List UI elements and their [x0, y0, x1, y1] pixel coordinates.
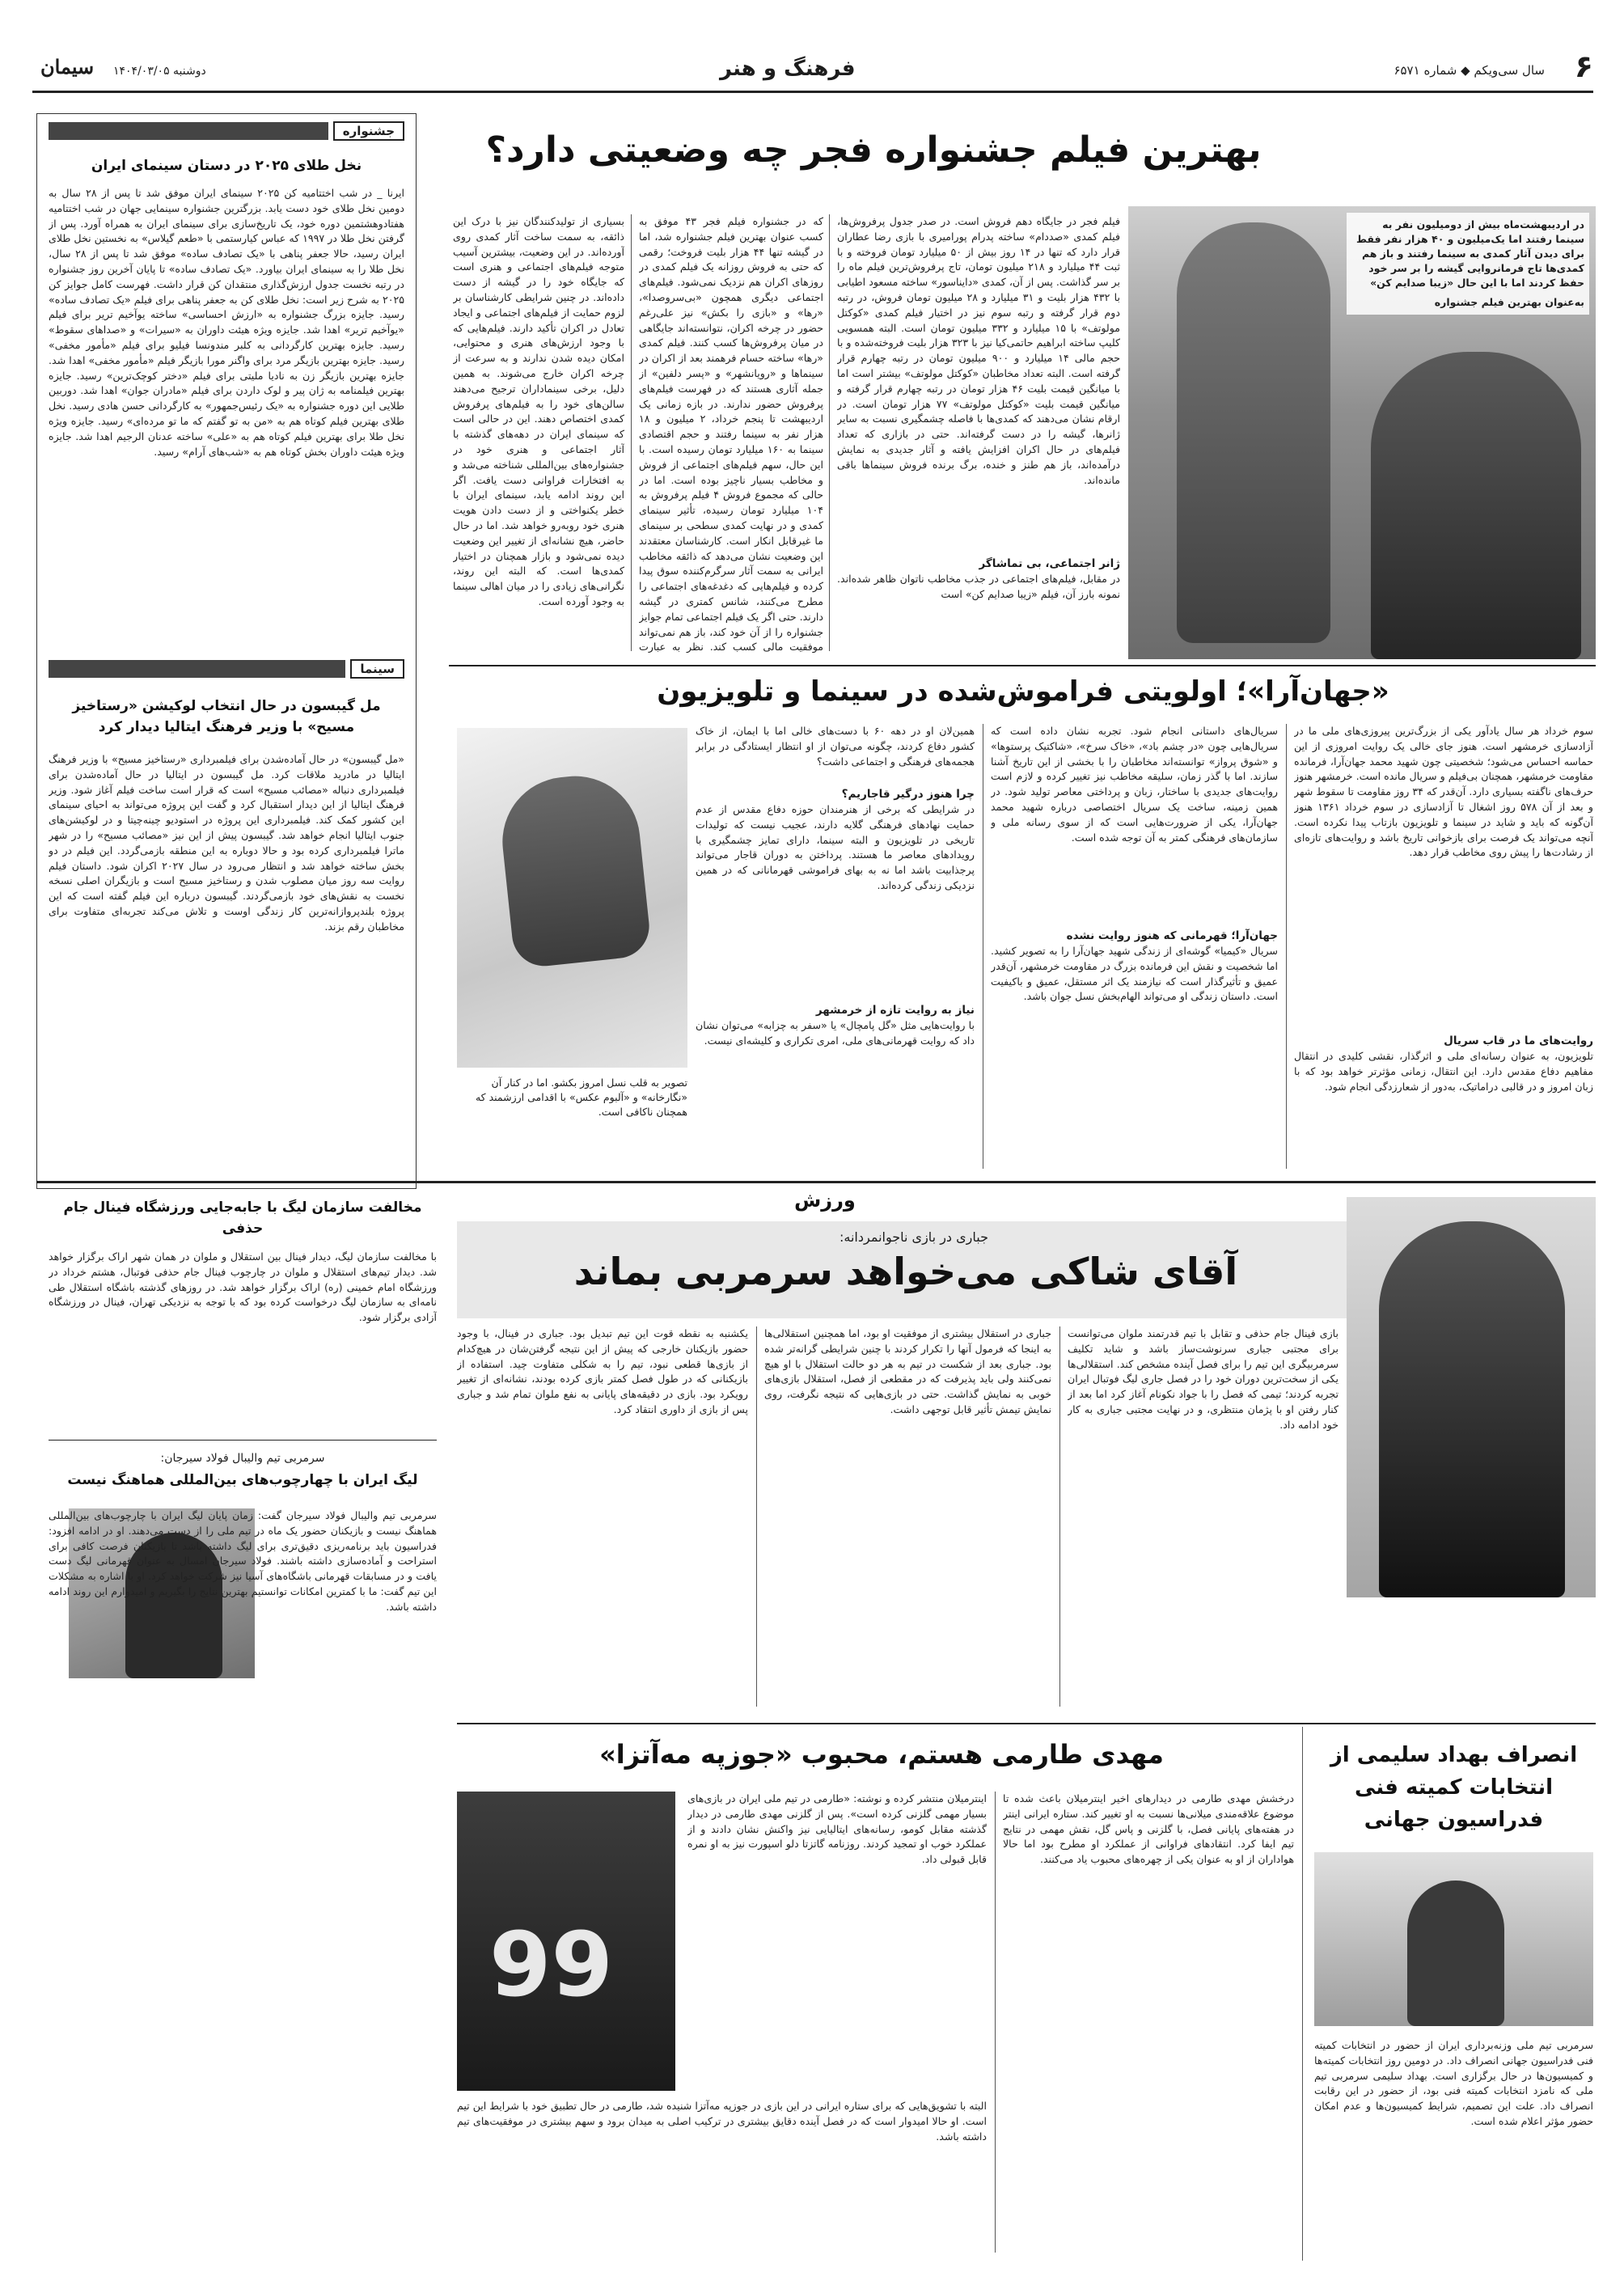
actress-silhouette — [1177, 222, 1330, 643]
stadium-note-text: با مخالفت سازمان لیگ، دیدار فینال بین استقلال و ملوان در همان شهر اراک برگزار خواهد شد. دیدار تیم‌های استقلال و ملوان در چارچوب فینال جام حذفی فوتبال، هشتم خرداد در ورزشگاه امام خمینی (ره) اراک برگزار خواهد شد. در روزهای گذشته باشگاه استقلال طی نامه‌ای به سازمان لیگ درخواست کرده بود که با توجه به نزدیکی تهران، فینال در ورزشگاه آزادی برگزار شود. — [49, 1250, 437, 1324]
feature-col-3 — [696, 724, 975, 1173]
cinema-label: سینما — [350, 659, 404, 679]
volley-title: لیگ ایران با چهارچوب‌های بین‌المللی هماهنگ نیست — [67, 1472, 418, 1488]
coach-silhouette — [1379, 1221, 1565, 1597]
feature-col1b-text: تلویزیون، به عنوان رسانه‌ای ملی و اثرگذار، نقشی کلیدی در انتقال مفاهیم دفاع مقدس دارد. این انتقال، زمانی مؤثرتر خواهد بود که با زبان امروز و در قالبی دراماتیک، به‌دور از شعارزدگی انجام شود. — [1294, 1050, 1593, 1093]
feature-subhead-2: جهان‌آرا؛ قهرمانی که هنوز روایت نشده — [1066, 929, 1278, 942]
sidebar-label-festival — [49, 121, 404, 141]
sidebar-a1-text: ایرنا _ در شب اختتامیه کن ۲۰۲۵ سینمای ایران موفق شد تا پس از ۲۸ سال به دومین نخل طلای خود دست یابد. بزرگترین جشنواره سینمایی جهان در شب اختتامیه هفتادوهشتمین دوره خود، یک تاریخ‌سازی برای سینمای ایران به همراه آورد. پس از گرفتن نخل طلا در ۱۹۹۷ که عباس کیارستمی با «طعم گیلاس» به نخستین نخل طلای ایران رسید، حالا جعفر پناهی با «یک تصادف ساده» موفق شد تا پس از ۲۸ سال، نخل طلا را به سینمای ایران بیاورد. «یک تصادف ساده» تا پایان آخرین روز جشنواره در رتبه نخست جدول ارزش‌گذاری منتقدان کن قرار داشت. فهرست کامل جوایز کن ۲۰۲۵ به شرح زیر است: نخل طلای کن به جعفر پناهی برای فیلم «یک تصادف ساده» رسید. جایزه بزرگ جشنواره به «ارزش احساسی» ساخته یوآخیم تریر برای فیلم «یوآخیم تریر» اهدا شد. جایزه ویژه هیئت داوران به «سیرات» و «صداهای سقوط» رسید. جایزه بهترین کارگردانی به کلبر مندونسا فیلیو برای فیلم «مأمور مخفی» رسید. جایزه بهترین بازیگر مرد برای واگنر مورا بازیگر فیلم «مأمور مخفی» اهدا شد. جایزه بهترین بازیگر زن به نادیا ملیتی برای فیلم «دختر کوچک‌ترین» رسید. جایزه بهترین فیلمنامه به ژان پیر و لوک داردن برای فیلم «مادران جوان» اهدا شد. دوربین طلایی این دوره جشنواره به «یک رئیس‌جمهور» به کارگردانی حسن هادی رسید. نخل طلای بهترین فیلم کوتاه هم به «من به تو گفتم که ما تو مرده‌ای» رسید. جایزه ویژه نخل طلا برای بهترین فیلم کوتاه هم به «علی» ساخته عدنان الرجیم اهدا شد. جایزه ویژه هیئت داوران بخش کوتاه هم به «شب‌های آرام» رسید. — [49, 187, 404, 458]
lead-col-1 — [837, 214, 1120, 655]
label-bar — [49, 660, 345, 678]
lead-col1-text: فیلم فجر در جایگاه دهم فروش است. در صدر جدول پرفروش‌ها، فیلم کمدی «صددام» ساخته پدرام پورامیری با بازی رضا عطاران قرار دارد که تنها در ۱۴ روز بیش از ۵۰ میلیارد تومان فروخته و با ثبت ۴۴ میلیارد و ۲۱۸ میلیون تومان، تاج پرفروش‌ترین فیلم ماه را بر سر گذاشت. پس از آن، کمدی «دایناسور» ساخته مسعود اطیابی با ۴۳۲ هزار بلیت و ۳۱ میلیارد و ۲۸ میلیون تومان فروش، در رتبه دوم قرار گرفته و رتبه سوم نیز در اختیار فیلم کمدی «کوکتل مولوتف» با ۱۵ میلیارد و ۳۳۲ میلیون تومان است. البته همسویی کلیپ ساخته ابراهیم حاتمی‌کیا نیز با ۳۲۳ هزار بلیت فروخته‌شده و با حجم مالی ۱۴ میلیارد و ۹۰۰ میلیون تومان در رتبه چهارم قرار گرفته است. البته تعداد مخاطبان «کوکتل مولوتف» بیشتر است اما با میانگین قیمت بلیت ۴۶ هزار تومان در رتبه چهارم قرار گرفته و میانگین قیمت بلیت «کوکتل مولوتف» ۷۷ هزار تومان است. در ارقام نشان می‌دهند که کمدی‌ها با فاصله چشمگیری نسبت به سایر ژانرها، گیشه را در دست گرفته‌اند. حتی در بازاری که تعداد فیلم‌های در حال اکران افزایش یافته و آثار جدیدی به نمایش درآمده‌اند، باز هم طنز و خنده، برگ برنده فروش سینماها باقی مانده‌اند. — [837, 215, 1120, 486]
lead-col1b-text: در مقابل، فیلم‌های اجتماعی در جذب مخاطب ناتوان ظاهر شده‌اند. نمونه بارز آن، فیلم «زیبا صدایم کن» است — [837, 573, 1120, 600]
feature-photo-caption: تصویر به قلب نسل امروز بکشو. اما در کنار آن «نگارخانه» و «آلبوم عکس» با اقدامی ارزشمند که همچنان ناکافی است. — [475, 1077, 687, 1118]
column-rule — [995, 1792, 996, 2253]
column-rule — [631, 214, 632, 651]
stadium-note-title: مخالفت سازمان لیگ با جابه‌جایی ورزشگاه فینال جام حذفی — [63, 1199, 422, 1237]
sports-kicker: جباری در بازی ناجوانمردانه: — [839, 1229, 988, 1245]
sidebar-label-cinema — [49, 659, 404, 679]
section-title: فرهنگ و هنر — [720, 57, 856, 81]
column-rule — [756, 1326, 757, 1707]
sidebar-a2-title: مل گیبسون در حال انتخاب لوکیشن «رستاخیز مسیح» با وزیر فرهنگ ایتالیا دیدار کرد — [72, 698, 381, 735]
jersey-number: 99 — [489, 1913, 614, 2016]
column-rule — [1286, 724, 1287, 1169]
taremi-col3-text: البته با تشویق‌هایی که برای ستاره ایرانی در این بازی در جوزپه مه‌آتزا شنیده شد، طارمی در حال تطبیق خود با شرایط این تیم است. او حالا امیدوار است که در فصل آینده دقایق بیشتری در ترکیب اصلی به میدان برود و سهم بیشتری در موفقیت‌های تیم داشته باشد. — [457, 2100, 987, 2143]
feature-col3c-text: با روایت‌هایی مثل «گل پامچال» یا «سفر به چزابه» می‌توان نشان داد که روایت قهرمانی‌های ملی، امری تکراری و کلیشه‌ای نیست. — [696, 1019, 975, 1047]
label-bar — [49, 122, 328, 140]
sports-section-title: ورزش — [794, 1189, 856, 1212]
sidebar-a1-title: نخل طلای ۲۰۲۵ در دستان سینمای ایران — [91, 158, 362, 174]
column-rule — [1302, 1727, 1303, 2261]
portrait-silhouette — [496, 770, 652, 970]
sports-title: آقای شاکی می‌خواهد سرمربی بماند — [573, 1250, 1238, 1293]
festival-label: جشنواره — [333, 121, 404, 141]
salimi-photo — [1314, 1852, 1593, 2026]
taremi-col1-text: درخشش مهدی طارمی در دیدارهای اخیر اینترمیلان باعث شده تا موضوع علاقه‌مندی میلانی‌ها نسبت به او تغییر کند. ستاره ایرانی اینتر در هفته‌های پایانی فصل، با گلزنی و پاس گل، نقش مهمی در نتایج تیم ایفا کرد. انتقادهای فراوانی از عملکرد او مطرح بود اما حالا هواداران از او به عنوان یکی از چهره‌های محبوب یاد می‌کنند. — [1003, 1792, 1294, 1866]
newspaper-logo: سیمان — [40, 55, 95, 78]
feature-subhead-4: نیاز به روایت تازه از خرمشهر — [815, 1004, 975, 1017]
lead-photo-caption-top: در اردیبهشت‌ماه بیش از دومیلیون نفر به سینما رفتند اما یک‌میلیون و ۴۰ هزار نفر فقط برای دیدن آثار کمدی به سینما رفتند و باز هم کمدی‌ها تاج فرمانروایی گیشه را بر سر خود حفظ کردند اما با این حال «زیبا صدایم کن» — [1356, 218, 1584, 289]
issue-date: دوشنبه ۱۴۰۴/۰۳/۰۵ — [113, 65, 206, 78]
issue-info: سال سی‌ویکم ◆ شماره ۶۵۷۱ — [1394, 63, 1545, 78]
sports-col1-text: بازی فینال جام حذفی و تقابل با تیم قدرتمند ملوان می‌توانست برای مجتبی جباری سرنوشت‌ساز باشد و شاید تکلیف سرمربیگری این تیم را برای فصل آینده مشخص کند. استقلالی‌ها یکی از سخت‌ترین دوران خود را در فصل جاری لیگ فوتبال ایران تجربه کردند؛ تیمی که فصل را با جواد نکونام آغاز کرد اما بعد از کنار رفتن او با پژمان منتظری، و در نهایت مجتبی جباری به کار خود ادامه داد. — [1068, 1327, 1339, 1431]
page-header — [32, 49, 1593, 97]
feature-subhead-3: چرا هنوز درگیر قاجاریم؟ — [841, 788, 975, 801]
salimi-silhouette — [1407, 1881, 1504, 2026]
column-rule — [1059, 1326, 1060, 1707]
section-rule — [36, 1181, 1596, 1183]
actor-silhouette — [1371, 352, 1581, 659]
lead-photo-caption: به‌عنوان بهترین فیلم جشنواره — [1434, 296, 1584, 308]
feature-col3-text: همین‌لان او در دهه ۶۰ با دست‌های خالی اما با ایمان، از خاک کشور دفاع کردند، چگونه می‌توان از او انتظار ایستادگی در برابر هجمه‌های فرهنگی و اجتماعی داشت؟ — [696, 725, 975, 768]
feature-photo — [457, 728, 687, 1068]
lead-title: بهترین فیلم جشنواره فجر چه وضعیتی دارد؟ — [485, 129, 1262, 171]
taremi-title: مهدی طارمی هستم، محبوب «جوزپه مه‌آتزا» — [599, 1739, 1164, 1770]
lead-subhead: ژانر اجتماعی، بی تماشاگر — [979, 557, 1120, 570]
feature-col2-text: سریال‌های داستانی انجام شود. تجربه نشان داده است که سریال‌هایی چون «در چشم باد»، «خاک سرخ»، «شاکتیک پرستوها» و «شوق پرواز» توانسته‌اند مخاطبان را با بخشی از این تاریخ آشنا سازند. اما با گذر زمان، سلیقه مخاطب نیز تغییر کرده و لازم است روایت‌های جدیدی با ساختار، زبان و پرداختی معاصر تولید شود. در همین زمینه، ساخت یک سریال اختصاصی درباره شهید محمد جهان‌آرا، یکی از ضرورت‌هایی است که از سوی رسانه ملی و سازمان‌های فرهنگی کمتر به آن توجه شده است. — [991, 725, 1278, 844]
header-rule — [32, 91, 1593, 93]
taremi-photo — [457, 1792, 675, 2091]
section-rule — [49, 1440, 437, 1441]
lead-col2-text: که در جشنواره فیلم فجر ۴۳ موفق به کسب عنوان بهترین فیلم جشنواره شد، اما در گیشه تنها ۴۴ هزار بلیت فروخت؛ رقمی که حتی به فروش روزانه یک فیلم کمدی در روزهای اکران هم نزدیک نمی‌شود. فیلم‌های اجتماعی دیگری همچون «بی‌سروصدا»، «رها» و «بازی را بکش» نیز علی‌رغم حضور در چرخه اکران، نتوانسته‌اند جایگاهی در میان پرفروش‌ها کسب کنند. فیلم کمدی «رها» ساخته حسام فرهمند بعد از اکران در سینماها و «رویانشهر» و «پسر دلفین» از جمله آثاری هستند که در فهرست فیلم‌های پرفروش حضور ندارند. در بازه زمانی یک اردیبهشت تا پنجم خرداد، ۲ میلیون و ۱۸ هزار نفر به سینما رفتند و حجم اقتصادی سینما به ۱۶۰ میلیارد تومان رسیده است. با این حال، سهم فیلم‌های اجتماعی از فروش و مخاطب بسیار ناچیز بوده است. اما در حالی که مجموع فروش ۴ فیلم پرفروش به ۱۰۴ میلیارد تومان رسیده، تأثیر سینمای کمدی و در نهایت کمدی سطحی بر سینمای ما غیرقابل انکار است. کارشناسان معتقدند این وضعیت نشان می‌دهد که ذائقه مخاطب ایرانی به سمت آثار سرگرم‌کننده سوق پیدا کرده و فیلم‌هایی که دغدغه‌های اجتماعی را مطرح می‌کنند، شانس کمتری در گیشه دارند. حتی اگر یک فیلم اجتماعی تمام جوایز جشنواره را از آن خود کند، باز هم نمی‌تواند موفقیت مالی کسب کند. نظر به عبارت — [639, 215, 823, 654]
coach-photo — [1347, 1197, 1596, 1597]
page-number: ۶ — [1574, 49, 1593, 84]
feature-subhead-1: روایت‌های ما در قاب سریال — [1444, 1034, 1593, 1047]
lead-col3-text: بسیاری از تولیدکنندگان نیز با درک این ذائقه، به سمت ساخت آثار کمدی روی آورده‌اند. در این وضعیت، بیشترین آسیب متوجه فیلم‌های اجتماعی و هنری است که جایگاه خود را در گیشه از دست داده‌اند. در چنین شرایطی کارشناسان بر لزوم حمایت از فیلم‌های اجتماعی و ایجاد تعادل در اکران تأکید دارند. فیلم‌هایی که با وجود ارزش‌های هنری و محتوایی، امکان دیده شدن ندارند و به سرعت از چرخه اکران خارج می‌شوند. به همین دلیل، برخی سینماداران ترجیح می‌دهند سالن‌های خود را به فیلم‌های پرفروش کمدی اختصاص دهند. این در حالی است که سینمای ایران در دهه‌های گذشته با آثار اجتماعی و هنری خود در جشنواره‌های بین‌المللی شناخته می‌شد و به افتخارات فراوانی دست یافت. اگر این روند ادامه یابد، سینمای ایران با خطر یکنواختی و از دست دادن هویت هنری خود روبه‌رو خواهد شد. اما در حال حاضر، هیچ نشانه‌ای از تغییر این وضعیت دیده نمی‌شود و بازار همچنان در اختیار کمدی‌ها است. که البته این روند، نگرانی‌های زیادی را در میان اهالی سینما به وجود آورده است. — [453, 215, 624, 607]
volley-text: سرمربی تیم والیبال فولاد سیرجان گفت: زمان پایان لیگ ایران با چارچوب‌های بین‌المللی هماهنگ نیست و بازیکنان حضور یک ماه در تیم ملی را از دست می‌دهند. او در ادامه افزود: فدراسیون باید برنامه‌ریزی دقیق‌تری برای لیگ داشته باشد تا بازیکنان فرصت کافی برای استراحت و آماده‌سازی داشته باشند. فولاد سیرجان امسال به عنوان قهرمانی لیگ دست یافت و در مسابقات قهرمانی باشگاه‌های آسیا نیز شرکت خواهد کرد. او با اشاره به مشکلات این تیم گفت: ما با کمترین امکانات توانستیم بهترین نتایج را بگیریم و امیدوارم این روند ادامه داشته باشد. — [49, 1509, 437, 1613]
salimi-title: انصراف بهداد سلیمی از انتخابات کمیته فنی فدراسیون جهانی — [1330, 1743, 1578, 1832]
feature-col-1 — [1294, 724, 1593, 1173]
feature-title: «جهان‌آرا»؛ اولویتی فراموش‌شده در سینما و تلویزیون — [657, 675, 1389, 708]
sidebar-a2-text: «مل گیبسون» در حال آماده‌شدن برای فیلمبرداری «رستاخیز مسیح» با وزیر فرهنگ ایتالیا در مادرید ملاقات کرد. مل گیبسون در ایتالیا در حال آماده‌شدن برای فیلمبرداری دنباله «مصائب مسیح» است که قرار است ساخت فیلم آغاز شود. وزیر فرهنگ ایتالیا از این دیدار استقبال کرد و گفت این پروژه می‌تواند به احیای سینمای این کشور کمک کند. فیلمبرداری این پروژه در استودیو چینه‌چیتا و در لوکیشن‌های جنوب ایتالیا انجام خواهد شد. گیبسون پیش از این نیز «مصائب مسیح» را در شهر ماترا فیلمبرداری کرده بود و حالا دوباره به این منطقه بازمی‌گردد. این فیلم در دو بخش ساخته خواهد شد و انتظار می‌رود در سال ۲۰۲۷ اکران شود. داستان فیلم روایت سه روز میان مصلوب شدن و رستاخیز مسیح است و بازیگران اصلی نسخه نخست به نقش‌های خود بازمی‌گردند. گیبسون درباره این فیلم گفته است که این پروژه بلندپروازانه‌ترین کار زندگی اوست و تلاش می‌کند تجربه‌ای متفاوت برای مخاطبان رقم بزند. — [49, 753, 404, 933]
photo-caption-box — [1347, 213, 1589, 315]
feature-col3b-text: در شرایطی که برخی از هنرمندان حوزه دفاع مقدس از عدم حمایت نهادهای فرهنگی گلایه دارند، عجیب نیست که تولیدات تاریخی در تلویزیون و البته سینما، دارای تمایز چشمگیری با رویدادهای معاصر ما هستند. پرداختن به دوران قاجار می‌تواند پرجذابیت باشد اما نه به بهای فراموشی قهرمانانی که در همین نزدیکی زندگی کرده‌اند. — [696, 803, 975, 891]
lead-photo — [1128, 206, 1596, 659]
volley-kicker: سرمربی تیم والیبال فولاد سیرجان: — [160, 1452, 325, 1465]
salimi-text: سرمربی تیم ملی وزنه‌برداری ایران از حضور در انتخابات کمیته فنی فدراسیون جهانی انصراف داد. در دومین روز انتخابات کمیته‌ها و کمیسیون‌ها در حال برگزاری است. بهداد سلیمی سرمربی تیم ملی که نامزد انتخابات کمیته فنی بود، از حضور در این رقابت انصراف داد. علت این تصمیم، شرایط کمیسیون‌ها و عدم امکان حضور مؤثر اعلام شده است. — [1314, 2039, 1593, 2127]
feature-col-2 — [991, 724, 1278, 1173]
feature-col1-text: سوم خرداد هر سال یادآور یکی از بزرگ‌ترین پیروزی‌های ملی ما در آزادسازی خرمشهر است. هنوز جای خالی یک روایت امروزی از این حماسه احساس می‌شود؛ شخصیتی چون شهید محمد جهان‌آرا، فرمانده مقاومت خرمشهر، همچنان بی‌فیلم و سریال مانده است. خرمشهر هنوز حرف‌های ناگفته بسیاری دارد. آن‌قدر که ۳۴ روز مقاومت تا سقوط شهر و بعد از آن ۵۷۸ روز اشغال تا آزادسازی در سوم خرداد ۱۳۶۱ هنوز آن‌گونه که باید و شاید در سینما و تلویزیون بازتاب پیدا نکرده است. آنچه می‌تواند یک فرصت برای بازخوانی تاریخ باشد و روایت‌های تازه‌ای از رشادت‌ها را پیش روی مخاطب قرار دهد. — [1294, 725, 1593, 859]
section-rule — [449, 665, 1596, 666]
section-rule — [457, 1723, 1596, 1724]
sports-col3-text: یکشنبه به نقطه قوت این تیم تبدیل بود. جباری در فینال، با وجود حضور بازیکنان خارجی که پیش از این نتیجه گرفتن‌شان در هیچ‌کدام از بازی‌ها قطعی نبود، تیم را به شکلی متفاوت چید. استفاده از بازیکنانی که در طول فصل کمتر بازی کرده بودند، نشانه‌ای از تغییر رویکرد بود. بازی در دقیقه‌های پایانی به نفع ملوان تمام شد و جباری پس از بازی از داوری انتقاد کرد. — [457, 1327, 748, 1415]
sports-col2-text: جباری در استقلال بیشتری از موفقیت او بود، اما همچنین استقلالی‌ها به اینجا که فرمول آنها را تکرار کردند با چنین شرایطی گرانه‌تر شده بود. جباری بعد از شکست در تیم به هر دو حالت استقلال با او هیچ نمی‌کنند ولی باید پذیرفت که در مقطعی از فصل، استقلال بازی‌های خوبی به نمایش گذاشت. حتی در بازی‌هایی که نتیجه نگرفت، روی نمایش تیمش تأثیر قابل توجهی داشت. — [764, 1327, 1051, 1415]
taremi-col2-text: اینترمیلان منتشر کرده و نوشته: «طارمی در تیم ملی ایران در بازی‌های بسیار مهمی گلزنی کرده است». پس از گلزنی مهدی طارمی در دیدار گذشته مقابل کومو، رسانه‌های ایتالیایی نیز واکنش نشان دادند و از عملکرد خوب او تمجید کردند. روزنامه گاتزتا دلو اسپورت نیز به او نمره قابل قبولی داد. — [687, 1792, 987, 1866]
feature-col2b-text: سریال «کیمیا» گوشه‌ای از زندگی شهید جهان‌آرا را به تصویر کشید. اما شخصیت و نقش این فرمانده بزرگ در مقاومت خرمشهر، آن‌قدر عمیق و تأثیرگذار است که نیازمند یک اثر مستقل، عمیق و باکیفیت است. داستان زندگی او می‌تواند الهام‌بخش نسل جوان باشد. — [991, 945, 1278, 1003]
column-rule — [829, 214, 830, 651]
